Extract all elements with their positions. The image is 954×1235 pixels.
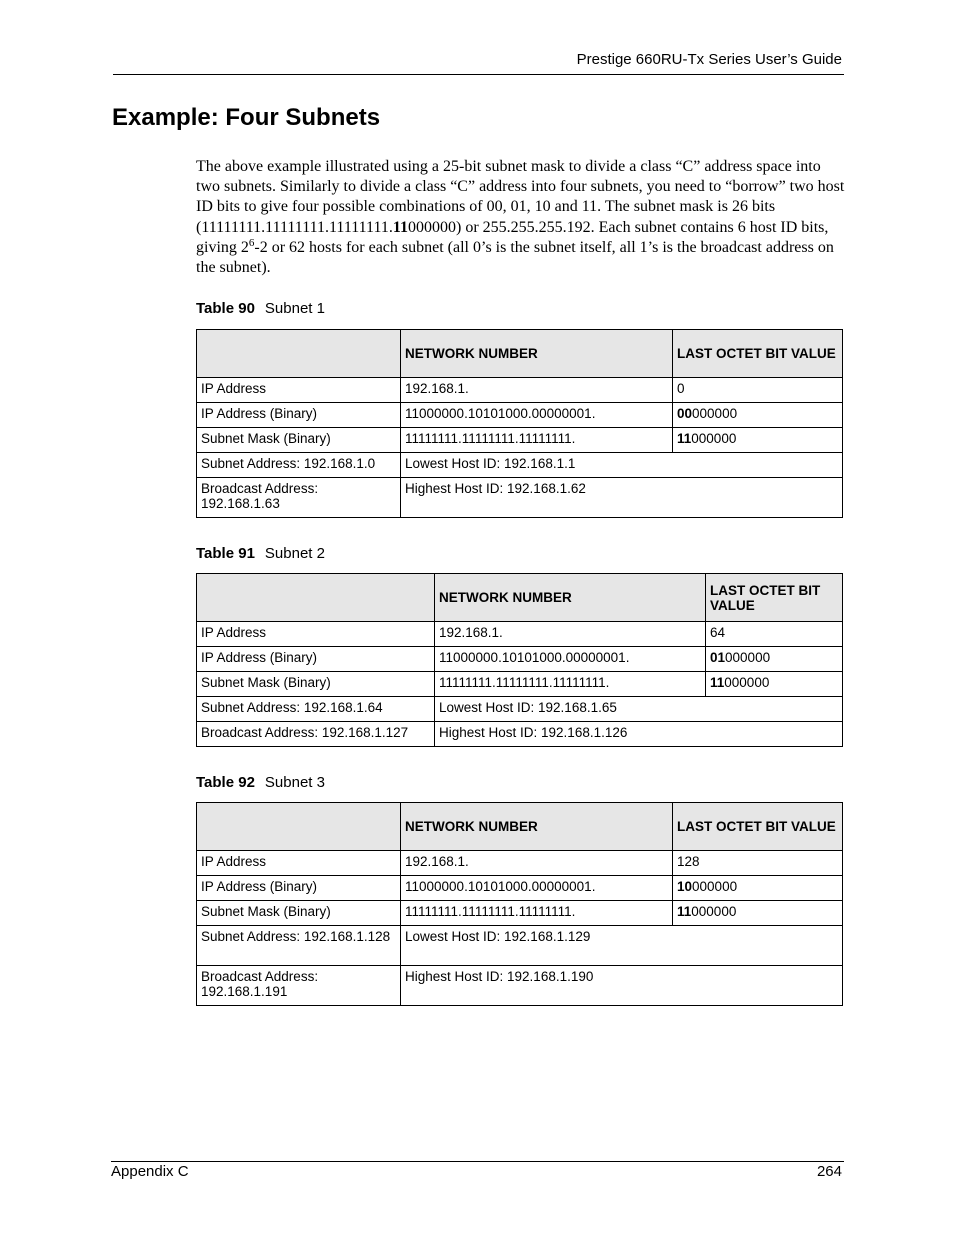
- table-number: Table 91: [196, 545, 255, 562]
- octet-cell: [706, 672, 843, 697]
- table-caption-subnet-3: [196, 774, 325, 791]
- network-cell: 192.168.1.: [401, 851, 673, 876]
- table-title: Subnet 2: [264, 545, 325, 562]
- network-cell: 192.168.1.: [401, 378, 673, 403]
- table-caption-subnet-1: [196, 300, 325, 317]
- row-label: IP Address: [197, 622, 435, 647]
- octet-bold: 11: [677, 431, 692, 446]
- table-row: [197, 378, 843, 403]
- octet-bold: 11: [677, 904, 692, 919]
- footer-rule: [111, 1161, 844, 1162]
- lowest-host-cell: Lowest Host ID: 192.168.1.1: [401, 453, 843, 478]
- table-title: Subnet 1: [264, 300, 325, 317]
- subnet-2-table: [196, 573, 843, 747]
- row-label: IP Address (Binary): [197, 647, 435, 672]
- broadcast-address-cell: Broadcast Address: 192.168.1.127: [197, 722, 435, 747]
- subnet-address-cell: Subnet Address: 192.168.1.128: [197, 926, 401, 966]
- table-row: [197, 478, 843, 518]
- octet-bold: 00: [677, 406, 693, 421]
- octet-cell: [673, 403, 843, 428]
- header-last-octet: LAST OCTET BIT VALUE: [673, 330, 843, 378]
- subnet-1-table: [196, 329, 843, 518]
- table-row: [197, 926, 843, 966]
- header-rule: [113, 74, 844, 75]
- octet-cell: [673, 901, 843, 926]
- octet-rest: 0: [677, 381, 685, 396]
- page-number: 264: [816, 1163, 842, 1180]
- network-cell: 11111111.11111111.11111111.: [435, 672, 706, 697]
- octet-cell: [673, 378, 843, 403]
- octet-rest: 128: [677, 854, 700, 869]
- header-blank-cell: [197, 574, 435, 622]
- intro-bold-bits: 11: [392, 218, 408, 236]
- lowest-host-cell: Lowest Host ID: 192.168.1.129: [401, 926, 843, 966]
- intro-paragraph: [196, 157, 846, 278]
- octet-cell: [673, 851, 843, 876]
- highest-host-cell: Highest Host ID: 192.168.1.126: [435, 722, 843, 747]
- octet-rest: 64: [710, 625, 726, 640]
- table-row: [197, 722, 843, 747]
- octet-rest: 000000: [725, 650, 771, 665]
- header-network-number: NETWORK NUMBER: [401, 330, 673, 378]
- table-number: Table 90: [196, 300, 255, 317]
- row-label: IP Address: [197, 851, 401, 876]
- octet-rest: 000000: [692, 879, 738, 894]
- table-header-row: [197, 330, 843, 378]
- broadcast-address-cell: Broadcast Address: 192.168.1.63: [197, 478, 401, 518]
- header-last-octet: LAST OCTET BIT VALUE: [673, 803, 843, 851]
- header-network-number: NETWORK NUMBER: [435, 574, 706, 622]
- octet-cell: [673, 428, 843, 453]
- table-number: Table 92: [196, 774, 255, 791]
- table-caption-subnet-2: [196, 545, 325, 562]
- table-row: [197, 428, 843, 453]
- broadcast-address-cell: Broadcast Address: 192.168.1.191: [197, 966, 401, 1006]
- table-row: [197, 403, 843, 428]
- table-row: [197, 647, 843, 672]
- row-label: Subnet Mask (Binary): [197, 672, 435, 697]
- octet-cell: [706, 622, 843, 647]
- table-row: [197, 966, 843, 1006]
- octet-rest: 000000: [691, 431, 737, 446]
- octet-rest: 000000: [691, 904, 737, 919]
- highest-host-cell: Highest Host ID: 192.168.1.190: [401, 966, 843, 1006]
- table-row: [197, 697, 843, 722]
- table-row: [197, 622, 843, 647]
- header-network-number: NETWORK NUMBER: [401, 803, 673, 851]
- octet-rest: 000000: [724, 675, 770, 690]
- section-title: Example: Four Subnets: [112, 104, 381, 131]
- table-row: [197, 851, 843, 876]
- subnet-address-cell: Subnet Address: 192.168.1.0: [197, 453, 401, 478]
- octet-cell: [673, 876, 843, 901]
- header-last-octet: LAST OCTET BIT VALUE: [706, 574, 843, 622]
- table-row: [197, 901, 843, 926]
- network-cell: 11000000.10101000.00000001.: [401, 876, 673, 901]
- running-header: Prestige 660RU-Tx Series User’s Guide: [576, 51, 842, 68]
- octet-bold: 11: [710, 675, 725, 690]
- network-cell: 192.168.1.: [435, 622, 706, 647]
- intro-text-1: The above example illustrated using a 25-bit subnet mask to divide a class “C” address space into two subnets. Similarly to divide a class “C” address into four subnets, you need to “borrow” two host ID bits to give four possible combinations of 00, 01, 10 and 11. The subnet mask is 26 bits (11111111.11111111.11111111.: [196, 158, 845, 236]
- lowest-host-cell: Lowest Host ID: 192.168.1.65: [435, 697, 843, 722]
- table-header-row: [197, 803, 843, 851]
- row-label: IP Address: [197, 378, 401, 403]
- highest-host-cell: Highest Host ID: 192.168.1.62: [401, 478, 843, 518]
- table-header-row: [197, 574, 843, 622]
- octet-cell: [706, 647, 843, 672]
- row-label: IP Address (Binary): [197, 876, 401, 901]
- intro-exponent: 6: [248, 236, 255, 249]
- octet-bold: 01: [710, 650, 726, 665]
- header-blank-cell: [197, 803, 401, 851]
- network-cell: 11111111.11111111.11111111.: [401, 901, 673, 926]
- subnet-3-table: [196, 802, 843, 1006]
- subnet-address-cell: Subnet Address: 192.168.1.64: [197, 697, 435, 722]
- table-row: [197, 453, 843, 478]
- row-label: Subnet Mask (Binary): [197, 428, 401, 453]
- intro-text-3: -2 or 62 hosts for each subnet (all 0’s is the subnet itself, all 1’s is the broadcast address on the subnet).: [196, 238, 834, 277]
- table-title: Subnet 3: [264, 774, 325, 791]
- octet-bold: 10: [677, 879, 693, 894]
- table-row: [197, 876, 843, 901]
- network-cell: 11000000.10101000.00000001.: [435, 647, 706, 672]
- intro-text-2: 000000) or 255.255.255.192. Each subnet contains 6 host ID bits, giving 2: [196, 218, 829, 256]
- table-row: [197, 672, 843, 697]
- header-blank-cell: [197, 330, 401, 378]
- row-label: Subnet Mask (Binary): [197, 901, 401, 926]
- network-cell: 11000000.10101000.00000001.: [401, 403, 673, 428]
- octet-rest: 000000: [692, 406, 738, 421]
- network-cell: 11111111.11111111.11111111.: [401, 428, 673, 453]
- row-label: IP Address (Binary): [197, 403, 401, 428]
- footer-section: Appendix C: [111, 1163, 189, 1180]
